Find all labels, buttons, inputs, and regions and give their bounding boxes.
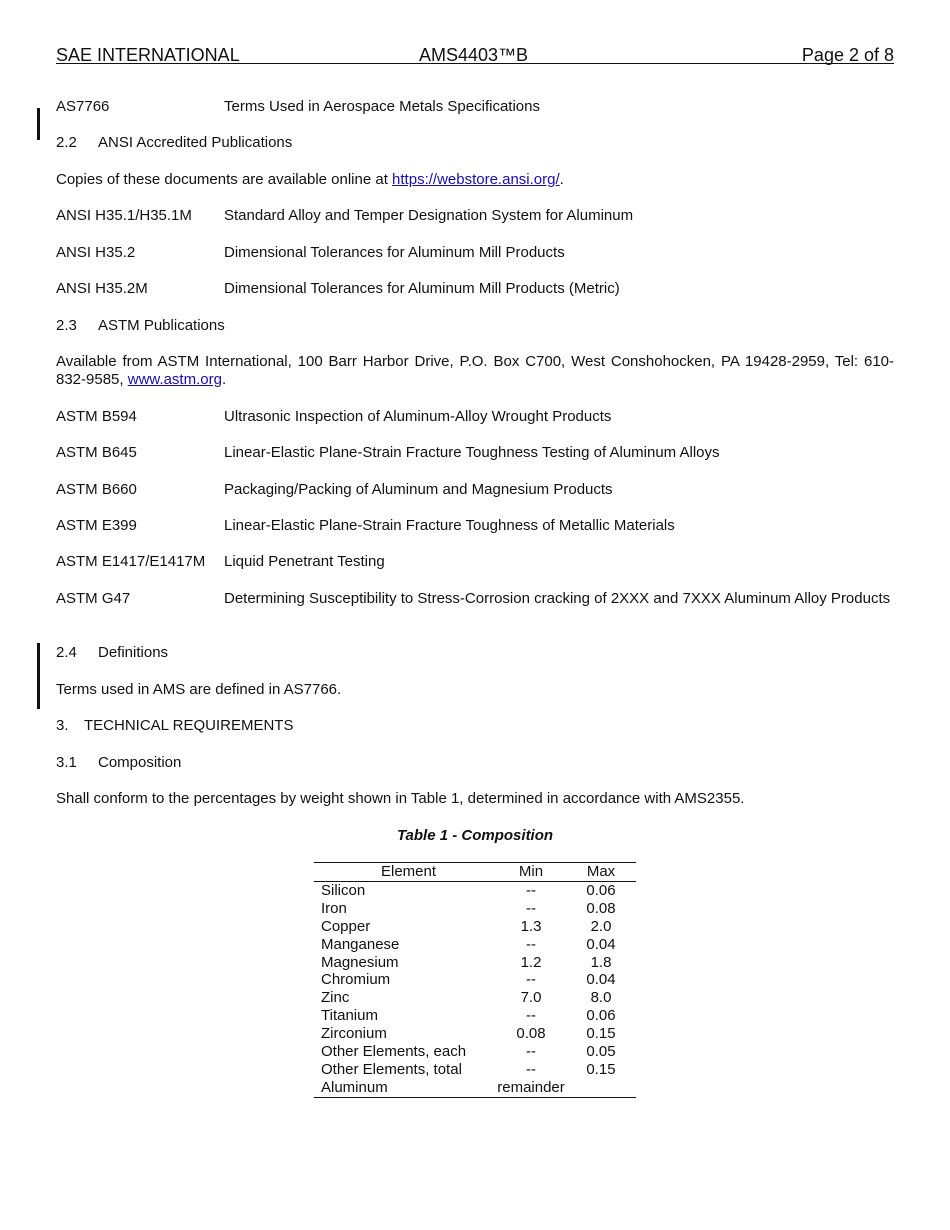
composition-table [314,862,636,1098]
ref-title: Linear-Elastic Plane-Strain Fracture Toughness Testing of Aluminum Alloys [224,444,720,461]
table-caption: Table 1 - Composition [396,827,554,844]
table-row [314,954,636,972]
max-cell: 2.0 [590,917,612,935]
ref-title: Terms Used in Aerospace Metals Specifications [224,98,540,115]
min-cell: -- [526,1043,536,1061]
section-heading-2-3 [56,317,225,335]
max-cell: 0.06 [586,881,616,899]
element-cell: Silicon [321,881,366,899]
change-bar [37,108,40,140]
ref-code: ASTM G47 [56,590,131,607]
min-cell: -- [526,881,536,899]
composition-paragraph: Shall conform to the percentages by weight shown in Table 1, determined in accordance with AMS2355. [56,790,745,807]
section-heading-3-1 [56,754,181,772]
section-title: Definitions [98,644,169,661]
ref-title: Dimensional Tolerances for Aluminum Mill Products (Metric) [224,280,620,297]
section-number: 3. [56,717,69,734]
max-cell: 1.8 [590,953,612,971]
min-cell: -- [526,1007,536,1025]
section-title: ANSI Accredited Publications [98,134,293,151]
element-cell: Titanium [321,1007,378,1025]
min-cell: 7.0 [520,989,542,1007]
ref-code: ASTM B645 [56,444,137,461]
ref-title: Packaging/Packing of Aluminum and Magnesium Products [224,481,613,498]
table-header-row [314,863,636,882]
ref-title: Determining Susceptibility to Stress-Corrosion cracking of 2XXX and 7XXX Aluminum Alloy Products [224,590,891,607]
section-number: 2.3 [56,317,77,334]
ref-title: Ultrasonic Inspection of Aluminum-Alloy Wrought Products [224,408,612,425]
table-row [314,1025,636,1043]
max-cell: 0.15 [586,1025,616,1043]
table-row [314,918,636,936]
element-cell: Other Elements, each [321,1043,467,1061]
table-row [314,989,636,1007]
ref-code: AS7766 [56,98,110,115]
max-cell: 0.08 [586,899,616,917]
element-cell: Copper [321,917,371,935]
header-page-number: Page 2 of 8 [801,45,894,65]
min-cell: 0.08 [516,1025,546,1043]
ref-code: ASTM B594 [56,408,137,425]
section-title: TECHNICAL REQUIREMENTS [84,717,294,734]
section-title: Composition [98,754,182,771]
change-bar [37,643,40,709]
definitions-paragraph: Terms used in AMS are defined in AS7766. [56,681,342,698]
paragraph-text: . [559,171,564,188]
ref-code: ASTM E1417/E1417M [56,553,206,570]
ref-title: Dimensional Tolerances for Aluminum Mill Products [224,244,565,261]
section-number: 2.2 [56,134,77,151]
column-header: Min [496,863,566,882]
section-number: 2.4 [56,644,77,661]
table-row [314,1079,636,1097]
astm-website-link[interactable]: www.astm.org [127,371,222,388]
ref-code: ANSI H35.2M [56,280,148,297]
astm-availability-paragraph [56,353,894,389]
ref-title: Standard Alloy and Temper Designation System for Aluminum [224,207,634,224]
ansi-availability-paragraph [56,171,894,189]
table-row [314,1061,636,1079]
min-cell: 1.3 [520,917,542,935]
ref-title: Linear-Elastic Plane-Strain Fracture Toughness of Metallic Materials [224,517,675,534]
min-cell: -- [526,899,536,917]
max-cell: 0.05 [586,1043,616,1061]
ref-code: ANSI H35.2 [56,244,136,261]
header-org: SAE INTERNATIONAL [56,45,240,65]
element-cell: Iron [321,899,347,917]
section-title: ASTM Publications [98,317,225,334]
section-heading-3 [56,717,293,735]
min-cell: remainder [497,1078,565,1096]
element-cell: Zirconium [321,1025,387,1043]
element-cell: Aluminum [314,1079,496,1097]
column-header: Element [314,863,496,882]
paragraph-text: . [221,371,227,388]
paragraph-text: Available from ASTM International, 100 Barr Harbor Drive, P.O. Box C700, West Conshohocken, PA 19428-2959, Tel: 610-832-9585, [56,353,894,388]
min-cell: -- [526,1060,536,1078]
element-cell: Manganese [321,935,400,953]
element-cell: Other Elements, total [321,1060,462,1078]
paragraph-text: Copies of these documents are available online at [56,171,393,188]
section-number: 3.1 [56,754,77,771]
min-cell: -- [526,971,536,989]
ref-code: ANSI H35.1/H35.1M [56,207,192,224]
header-doc-number: AMS4403™B [419,45,529,65]
section-heading-2-4 [56,644,168,662]
element-cell: Magnesium [321,953,399,971]
ref-title: Liquid Penetrant Testing [224,553,385,570]
ref-code: ASTM B660 [56,481,137,498]
max-cell: 0.06 [586,1007,616,1025]
ansi-webstore-link[interactable]: https://webstore.ansi.org/ [392,171,560,188]
column-header: Max [566,863,636,882]
element-cell: Chromium [321,971,391,989]
min-cell: 1.2 [520,953,542,971]
table-row [314,881,636,899]
table-row [314,1007,636,1025]
min-cell: -- [526,935,536,953]
max-cell: 0.04 [586,935,616,953]
max-cell: 0.04 [586,971,616,989]
element-cell: Zinc [321,989,350,1007]
section-heading-2-2 [56,134,292,152]
table-row [314,1043,636,1061]
max-cell [566,1079,636,1097]
table-row [314,900,636,918]
header-rule [56,63,894,64]
max-cell: 8.0 [590,989,612,1007]
ref-code: ASTM E399 [56,517,137,534]
max-cell: 0.15 [586,1060,616,1078]
table-row [314,971,636,989]
table-row [314,936,636,954]
